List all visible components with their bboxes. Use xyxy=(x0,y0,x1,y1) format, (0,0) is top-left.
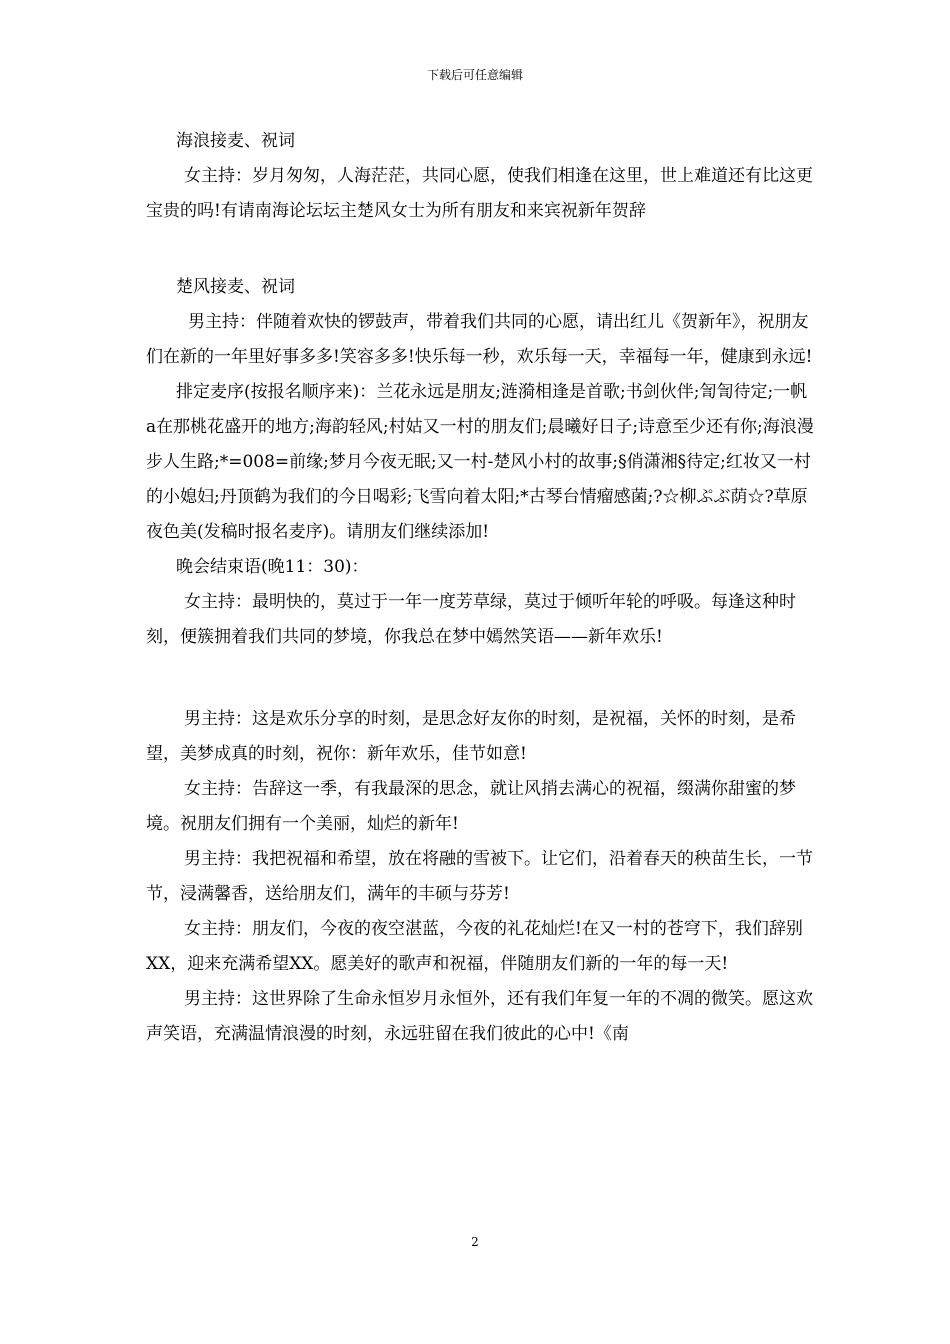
page-number: 2 xyxy=(471,1235,479,1249)
paragraph-12: 男主持：这世界除了生命永恒岁月永恒外，还有我们年复一年的不凋的微笑。愿这欢声笑语，充满温情浪漫的时刻，永远驻留在我们彼此的心中!《南 xyxy=(146,989,813,1044)
paragraph-gap xyxy=(146,655,814,702)
paragraph-3: 楚风接麦、祝词 xyxy=(176,277,295,297)
paragraph-2: 女主持：岁月匆匆，人海茫茫，共同心愿，使我们相逢在这里，世上难道还有比这更宝贵的吗!有请南海论坛坛主楚风女士为所有朋友和来宾祝新年贺辞 xyxy=(146,166,813,221)
paragraph-11: 女主持：朋友们，今夜的夜空湛蓝，今夜的礼花灿烂!在又一村的苍穹下，我们辞别XX，迎来充满希望XX。愿美好的歌声和祝福，伴随朋友们新的一年的每一天! xyxy=(146,919,803,974)
paragraph-10: 男主持：我把祝福和希望，放在将融的雪被下。让它们，沿着春天的秧苗生长，一节节，浸满馨香，送给朋友们，满年的丰硕与芬芳! xyxy=(146,849,813,904)
page-header: 下载后可任意编辑 xyxy=(426,68,523,82)
paragraph-4: 男主持：伴随着欢快的锣鼓声，带着我们共同的心愿，请出红儿《贺新年》，祝朋友们在新的一年里好事多多!笑容多多!快乐每一秒，欢乐每一天，幸福每一年，健康到永远! xyxy=(146,312,813,367)
paragraph-7: 女主持：最明快的，莫过于一年一度芳草绿，莫过于倾听年轮的呼吸。每逢这种时刻，便簇拥着我们共同的梦境，你我总在梦中嫣然笑语——新年欢乐! xyxy=(146,592,796,647)
paragraph-6: 晚会结束语(晚11：30)： xyxy=(176,557,369,577)
document-body xyxy=(146,124,814,1052)
paragraph-9: 女主持：告辞这一季，有我最深的思念，就让风捎去满心的祝福，缀满你甜蜜的梦境。祝朋友们拥有一个美丽，灿烂的新年! xyxy=(146,779,796,834)
paragraph-gap xyxy=(146,229,814,270)
paragraph-5: 排定麦序(按报名顺序来)：兰花永远是朋友;涟漪相逢是首歌;书剑伙伴;訇訇待定;一帆a在那桃花盛开的地方;海韵轻风;村姑又一村的朋友们;晨曦好日子;诗意至少还有你;海浪漫步人生路;*=008=前缘;梦月今夜无眠;又一村-楚风小村的故事;§俏潇湘§待定;红妆又一村的小媳妇;丹顶鹤为我们的今日喝彩;飞雪向着太阳;*古琴台情瘤感菌;?☆柳ぷぶ荫☆?草原夜色美(发稿时报名麦序)。请朋友们继续添加! xyxy=(146,382,814,542)
paragraph-8: 男主持：这是欢乐分享的时刻，是思念好友你的时刻，是祝福，关怀的时刻，是希望，美梦成真的时刻，祝你：新年欢乐，佳节如意! xyxy=(146,709,796,764)
paragraph-1: 海浪接麦、祝词 xyxy=(176,131,295,151)
